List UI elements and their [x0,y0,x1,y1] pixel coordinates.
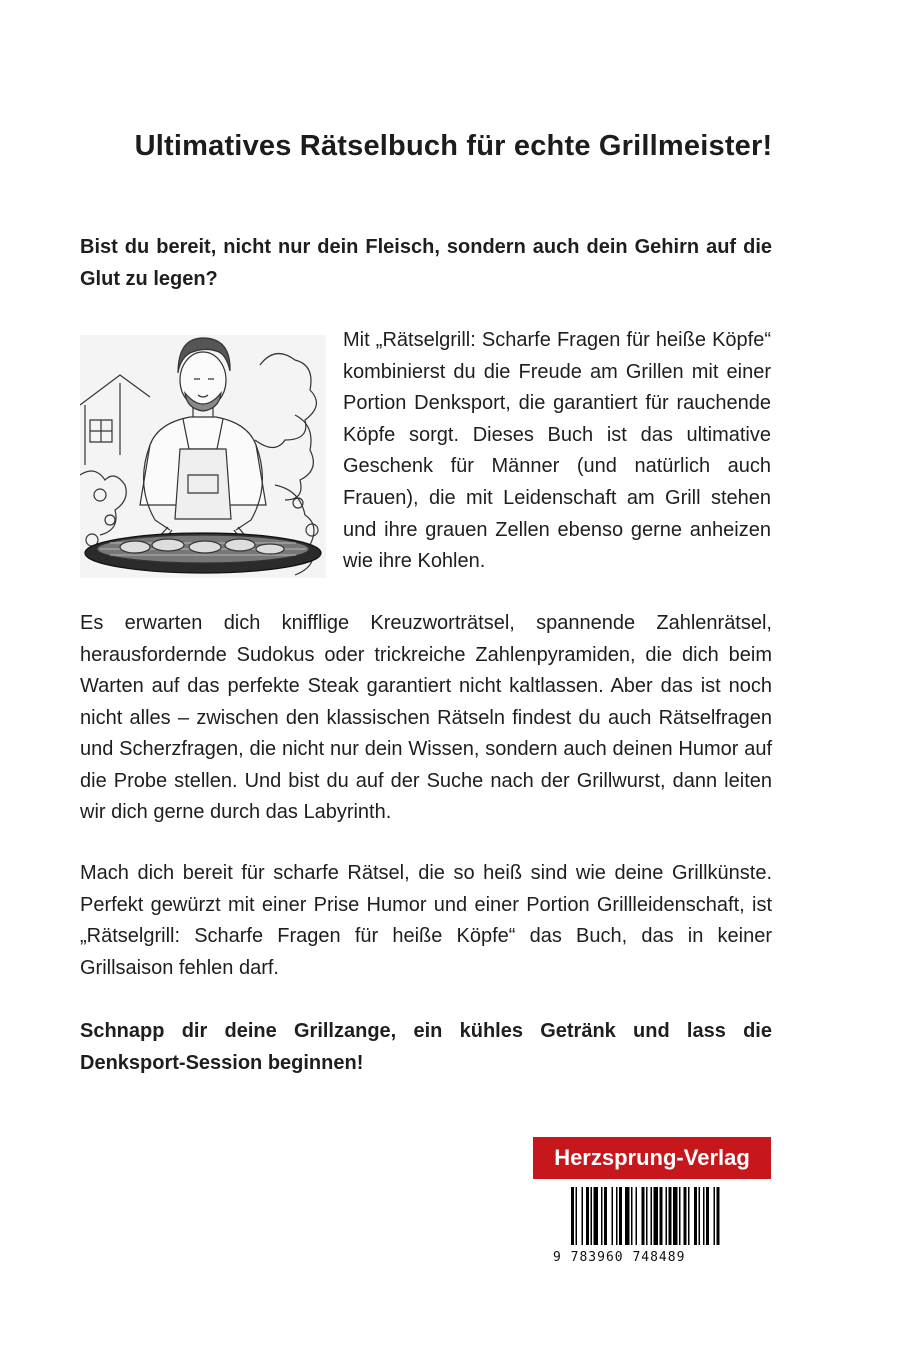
barcode-bar [703,1187,705,1245]
publisher-logo: Herzsprung-Verlag [533,1137,771,1179]
barcode-bar [591,1187,593,1245]
barcode-bar [694,1187,697,1245]
barcode-bar [699,1187,701,1245]
barcode-bar [688,1187,690,1245]
barcode-bar [582,1187,584,1245]
barcode-bar [706,1187,709,1245]
barcode-bar [586,1187,589,1245]
barcode-bar [679,1187,681,1245]
barcode-bar [631,1187,633,1245]
grilling-man-illustration [80,335,326,578]
barcode-bar [666,1187,668,1245]
isbn-number: 9 783960 748489 [553,1250,686,1265]
barcode-bars [533,1183,771,1245]
puzzle-types-paragraph: Es erwarten dich knifflige Kreuzworträtsel, spannende Zahlenrätsel, herausfordernde Sudokus oder trickreiche Zahlenpyramiden, die dich beim Warten auf das perfekte Steak garantiert nicht kaltlassen. Aber das ist noch nicht alles – zwischen den klassischen Rätseln findest du auch Rätselfragen und Scherzfragen, die nicht nur dein Wissen, sondern auch deinen Humor auf die Probe stellen. Und bist du auf der Suche nach der Grillwurst, dann leiten wir dich gerne durch das Labyrinth. [80,612,772,823]
barcode-bar [684,1187,687,1245]
barcode-bar [714,1187,716,1245]
barcode-bar [612,1187,614,1245]
barcode-bar [669,1187,672,1245]
barcode-bar [646,1187,648,1245]
barcode-bar [601,1187,603,1245]
intro-question: Bist du bereit, nicht nur dein Fleisch, sondern auch dein Gehirn auf die Glut zu legen? [80,236,772,290]
barcode-bar [571,1187,574,1245]
barcode-bar [636,1187,638,1245]
book-title: Ultimatives Rätselbuch für echte Grillmeister! [134,130,773,162]
barcode-bar [625,1187,630,1245]
closing-call-to-action: Schnapp dir deine Grillzange, ein kühles Getränk und lass die Denksport-Session beginnen! [80,1020,772,1074]
barcode-bar [616,1187,618,1245]
barcode-bar [619,1187,622,1245]
barcode-bar [717,1187,720,1245]
barcode-bar [594,1187,599,1245]
barcode-bar [673,1187,678,1245]
barcode-bar [651,1187,653,1245]
barcode-bar [576,1187,578,1245]
intro-paragraph: Mit „Rätselgrill: Scharfe Fragen für heiße Köpfe“ kombinierst du die Freude am Grillen mit einer Portion Denksport, die garantiert für rauchende Köpfe sorgt. Dieses Buch ist das ultimative Geschenk für Männer (und natürlich auch Frauen), die mit Leidenschaft am Grill stehen und ihre grauen Zellen ebenso gerne anheizen wie ihre Kohlen. [343,329,771,573]
barcode-bar [660,1187,663,1245]
barcode-bar [642,1187,645,1245]
barcode-bar [604,1187,607,1245]
barcode-bar [654,1187,659,1245]
invitation-paragraph: Mach dich bereit für scharfe Rätsel, die so heiß sind wie deine Grillkünste. Perfekt gewürzt mit einer Prise Humor und einer Portion Grillleidenschaft, ist „Rätselgrill: Scharfe Fragen für heiße Köpfe“ das Buch, das in keiner Grillsaison fehlen darf. [80,862,772,979]
